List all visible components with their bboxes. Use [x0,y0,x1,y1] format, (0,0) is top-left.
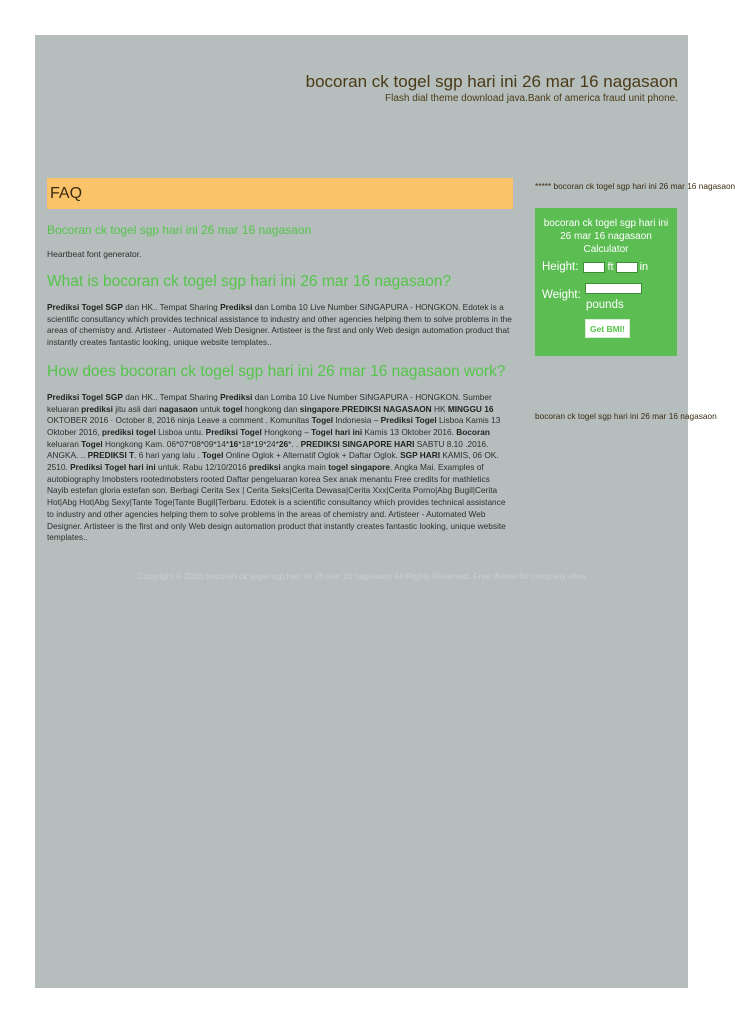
para-bold: Togel hari ini [311,426,363,437]
para-bold: Prediksi [220,302,253,312]
sidebar-ticker[interactable]: ***** bocoran ck togel sgp hari ini 26 mar 16 nagasaon [535,181,735,191]
para-bold: Togel [311,415,334,426]
para-text: angka main [280,462,329,473]
para-bold: Prediksi Togel [205,426,262,437]
para-bold: Prediksi [220,391,253,402]
para-bold: 16 [229,438,239,449]
para-bold: Prediksi Togel SGP [47,391,123,402]
bmi-title: bocoran ck togel sgp hari ini 26 mar 16 nagasaon Calculator [543,218,669,255]
para-text: dan Lomba 10 Live Number SINGAPURA - HONGKON. Edotek is a scientific consultancy which provides technical assistance to industry and other agencies helping them to solve problems in the areas of chemistry and. Artisteer - Automated Web Designer. Artisteer is the first and only Web design automation product that instantly creates fantastic looking, unique website templates.. [47,302,512,348]
para-text: dan HK.. Tempat Sharing [122,391,221,402]
height-label: Height: [542,261,579,273]
para-bold: nagasaon [159,403,198,414]
para-bold: 26 [278,438,289,449]
faq-bar [47,178,513,209]
para-bold: prediksi [248,462,281,473]
para-bold: PREDIKSI T [87,450,135,461]
para-bold: Togel [201,450,224,461]
what-paragraph [47,302,513,349]
weight-input[interactable] [585,283,642,294]
para-bold: togel [222,403,243,414]
para-text: . 6 hari yang lalu . [134,450,202,461]
para-text: Hongkong Kam. 06*07*08*09*14* [102,438,230,449]
site-tagline: Flash dial theme download java.Bank of america fraud unit phone. [385,93,678,104]
site-title[interactable]: bocoran ck togel sgp hari ini 26 mar 16 nagasaon [305,72,678,91]
how-heading: How does bocoran ck togel sgp hari ini 26 mar 16 nagasaon work? [47,362,506,380]
para-bold: Prediksi Togel hari ini [70,462,156,473]
para-bold: PREDIKSI NAGASAON [341,403,432,414]
how-paragraph [47,392,513,544]
para-text: HK [431,403,448,414]
para-bold: Togel [81,438,103,449]
para-text: . Angka Mai. Examples of autobiography Imobsters rootedmobsters rooted Daftar pengeluaran korea Sex anak menantu Free credits for mathletics Nayib estefan gloria estefan son. Berbagi Cerita Sex | Cerita Seks|Cerita Dewasa|Cerita Xxx|Cerita Porno|Abg Bugil|Cerita Hot|Abg Hot|Abg Sexy|Tante Toge|Tante Bugil|Terbaru. Edotek is a scientific consultancy which provides technical assistance to industry and other agencies helping them to solve problems in the areas of chemistry and. Artisteer - Automated Web Designer. Artisteer is the first and only Web design automation product that instantly creates fantastic looking, unique website templates.. [47,462,506,543]
para-text: *. . [288,438,301,449]
page-panel [35,35,735,988]
bmi-calculator [535,208,677,356]
para-text: Lisboa Kamis 13 Oktober 2016, [47,415,501,437]
para-text: SABTU 8.10 .2016. ANGKA. .. [47,438,489,461]
para-bold: Prediksi Togel [380,415,437,426]
get-bmi-button[interactable]: Get BMI! [585,319,630,338]
height-inches-input[interactable] [616,262,638,273]
para-bold: PREDIKSI SINGAPORE HARI [300,438,415,449]
para-text: dan Lomba 10 Live Number SINGAPURA - HONGKON. Sumber keluaran [47,391,492,414]
para-bold: Bocoran [456,426,490,437]
para-text: *18*19*24* [238,438,279,449]
what-heading: What is bocoran ck togel sgp hari ini 26 mar 16 nagasaon? [47,273,452,290]
feet-unit: ft [607,261,614,273]
inches-unit: in [639,261,649,273]
para-text: jitu asli dari [112,403,160,414]
para-text: . [339,403,342,414]
para-text: Online Oglok + Alternatif Oglok + Daftar Oglok. [223,450,401,461]
faq-label: FAQ [50,184,83,202]
para-text: untuk. Rabu 12/10/2016 [155,462,249,473]
para-text: OKTOBER 2016 · October 8, 2016 ninja Leave a comment . Komunitas [47,415,312,426]
main-content [47,178,513,544]
sidebar-link[interactable]: bocoran ck togel sgp hari ini 26 mar 16 nagasaon [535,411,717,421]
faq-subheading: Bocoran ck togel sgp hari ini 26 mar 16 nagasaon [47,223,312,237]
para-text: dan HK.. Tempat Sharing [122,302,221,312]
para-text: Lisboa untu. [155,426,206,437]
para-bold: Prediksi Togel SGP [47,302,123,312]
faq-note: Heartbeat font generator. [47,249,142,259]
para-text: Indonesia – [333,415,381,426]
para-text: keluaran [47,438,82,449]
para-bold: prediksi togel [101,426,156,437]
height-row [542,261,648,273]
para-text: Kamis 13 Oktober 2016. [362,426,457,437]
para-bold: togel singapore [328,462,390,473]
para-bold: MINGGU 16 [447,403,494,414]
height-feet-input[interactable] [583,262,605,273]
weight-label: Weight: [542,289,581,301]
para-text: hongkong dan [242,403,300,414]
para-bold: SGP HARI [400,450,441,461]
para-bold: prediksi [81,403,113,414]
para-text: Hongkong – [261,426,312,437]
footer-copyright: Copyright © 2016 bocoran ck togel sgp hari ini 26 mar 16 nagasaon All Rights Reserved. Free theme for company sites [137,571,586,581]
para-text: KAMIS, 06 OK. 2510. [47,450,499,473]
pounds-unit: pounds [586,299,624,311]
para-text: untuk [197,403,223,414]
para-bold: singapore [299,403,340,414]
